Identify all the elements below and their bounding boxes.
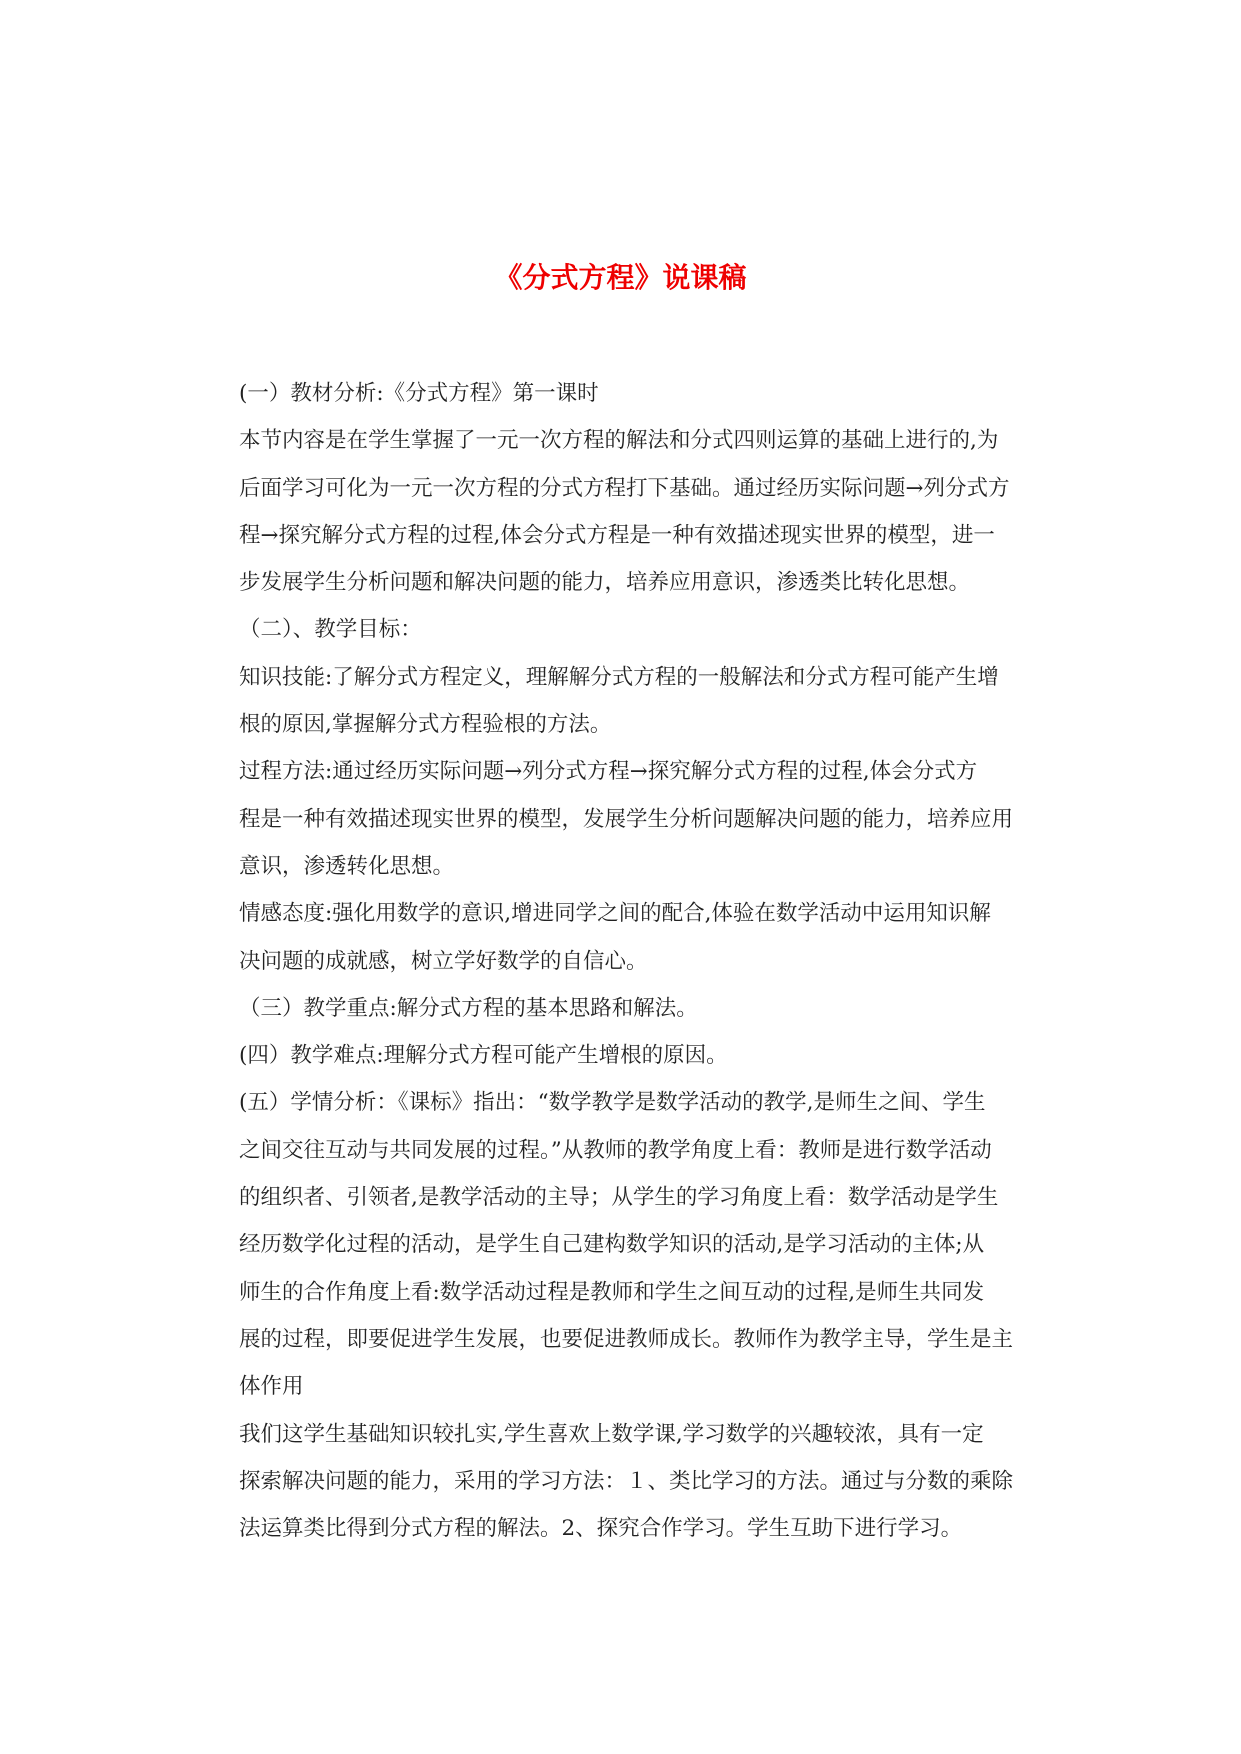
body-line-6: （二）、教学目标： — [239, 617, 422, 643]
body-line-17: 之间交往互动与共同发展的过程。”从教师的教学角度上看：教师是进行数学活动 — [239, 1137, 992, 1163]
body-line-8: 根的原因,掌握解分式方程验根的方法。 — [239, 712, 612, 738]
body-line-12: 情感态度:强化用数学的意识,增进同学之间的配合,体验在数学活动中运用知识解 — [239, 901, 991, 927]
body-line-9: 过程方法:通过经历实际问题→列分式方程→探究解分式方程的过程,体会分式方 — [239, 759, 978, 785]
body-line-22: 体作用 — [239, 1374, 304, 1400]
body-line-11: 意识，渗透转化思想。 — [239, 853, 455, 879]
body-line-21: 展的过程，即要促进学生发展，也要促进教师成长。教师作为教学主导，学生是主 — [239, 1326, 1014, 1352]
body-line-3: 后面学习可化为一元一次方程的分式方程打下基础。通过经历实际问题→列分式方 — [239, 475, 1010, 501]
body-line-24: 探索解决问题的能力，采用的学习方法：１、类比学习的方法。通过与分数的乘除 — [239, 1468, 1014, 1494]
body-line-7: 知识技能:了解分式方程定义，理解解分式方程的一般解法和分式方程可能产生增 — [239, 664, 999, 690]
body-line-16: (五）学情分析：《课标》指出：“数学教学是数学活动的教学,是师生之间、学生 — [239, 1090, 986, 1116]
body-line-18: 的组织者、引领者,是教学活动的主导；从学生的学习角度上看：数学活动是学生 — [239, 1185, 999, 1211]
body-line-23: 我们这学生基础知识较扎实,学生喜欢上数学课,学习数学的兴趣较浓，具有一定 — [239, 1421, 984, 1447]
body-line-25: 法运算类比得到分式方程的解法。2、探究合作学习。学生互助下进行学习。 — [239, 1516, 963, 1542]
body-line-20: 师生的合作角度上看:数学活动过程是教师和学生之间互动的过程,是师生共同发 — [239, 1279, 985, 1305]
body-line-2: 本节内容是在学生掌握了一元一次方程的解法和分式四则运算的基础上进行的,为 — [239, 428, 999, 454]
body-line-15: (四）教学难点:理解分式方程可能产生增根的原因。 — [239, 1043, 728, 1069]
body-line-1: (一）教材分析:《分式方程》第一课时 — [239, 381, 599, 406]
body-line-13: 决问题的成就感，树立学好数学的自信心。 — [239, 948, 648, 974]
body-line-10: 程是一种有效描述现实世界的模型，发展学生分析问题解决问题的能力，培养应用 — [239, 806, 1014, 832]
body-line-5: 步发展学生分析问题和解决问题的能力，培养应用意识，渗透类比转化思想。 — [239, 570, 971, 596]
document-body — [239, 370, 1049, 1552]
body-line-14: （三）教学重点:解分式方程的基本思路和解法。 — [239, 995, 698, 1021]
body-line-19: 经历数学化过程的活动，是学生自己建构数学知识的活动,是学习活动的主体;从 — [239, 1232, 985, 1258]
document-title: 《分式方程》说课稿 — [494, 261, 747, 294]
body-line-4: 程→探究解分式方程的过程,体会分式方程是一种有效描述现实世界的模型，进一 — [239, 522, 995, 548]
